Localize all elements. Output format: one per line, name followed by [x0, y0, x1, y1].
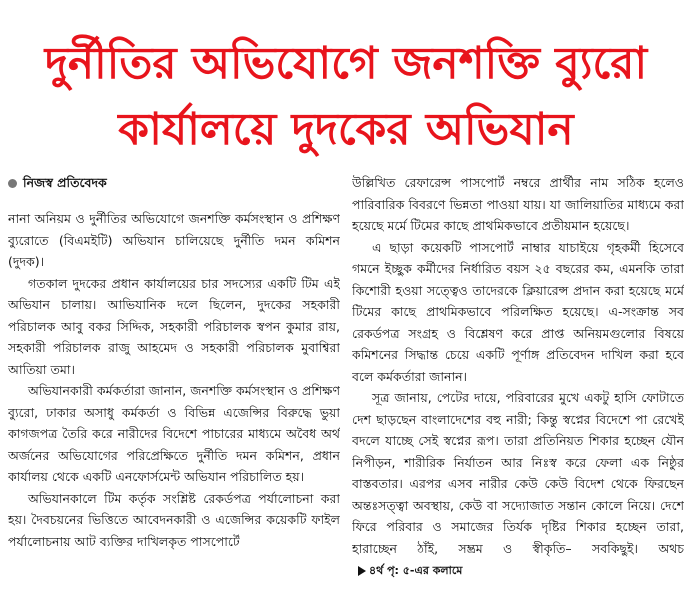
continued-marker	[352, 564, 462, 577]
arrow-right-icon	[358, 566, 366, 576]
paragraph	[352, 387, 684, 582]
article-body	[8, 172, 684, 604]
byline	[8, 172, 340, 194]
paragraph: উল্লিখিত রেফারেন্স পাসপোর্ট নম্বরে প্রার্থীর নাম সঠিক হলেও পারিবারিক বিবরণে ভিন্নতা পাওয়া যায়। যা জালিয়াতির মাধ্যমে করা হয়েছে মর্মে টিমের কাছে প্রাথমিকভাবে প্রতীয়মান হয়েছে।	[352, 175, 684, 233]
continued-text: ৪র্থ পৃ: ৫-এর কলামে	[369, 564, 463, 577]
paragraph: অভিযানকালে টিম কর্তৃক সংশ্লিষ্ট রেকর্ডপত্র পর্যালোচনা করা হয়। দৈবচয়নের ভিত্তিতে আবেদনকারী ও এজেন্সির কয়েকটি ফাইল পর্যালোচনায় আট ব্যক্তির দাখিলকৃত পাসপোর্টে	[8, 490, 340, 549]
paragraph: গতকাল দুদকের প্রধান কার্যালয়ের চার সদস্যের একটি টিম এই অভিযান চালায়। আভিযানিক দলে ছিলেন, দুদকের সহকারী পরিচালক আবু বকর সিদ্দিক, সহকারী পরিচালক স্বপন কুমার রায়, সহকারী পরিচালক রাজু আহমেদ ও সহকারী পরিচালক মুবাশ্বিরা আতিয়া তমা।	[8, 275, 340, 377]
paragraph: অভিযানকারী কর্মকর্তারা জানান, জনশক্তি কর্মসংস্থান ও প্রশিক্ষণ ব্যুরো, ঢাকার অসাধু কর্মকর্তা ও বিভিন্ন এজেন্সির বিরুদ্ধে ভুয়া কাগজপত্র তৈরি করে নারীদের বিদেশে পাচারের মাধ্যমে অবৈধ অর্থ অর্জনের অভিযোগের পরিপ্রেক্ষিতে দুর্নীতি দমন কমিশন, প্রধান কার্যালয় থেকে একটি এনফোর্সমেন্ট অভিযান পরিচালিত হয়।	[8, 383, 340, 484]
headline-line-1: দুর্নীতির অভিযোগে জনশক্তি ব্যুরো	[44, 38, 648, 90]
bullet-icon	[8, 179, 17, 188]
byline-text: নিজস্ব প্রতিবেদক	[23, 175, 107, 190]
left-column	[8, 172, 340, 604]
headline-line-2: কার্যালয়ে দুদকের অভিযান	[118, 104, 574, 156]
headline	[0, 31, 692, 163]
paragraph: নানা অনিয়ম ও দুর্নীতির অভিযোগে জনশক্তি কর্মসংস্থান ও প্রশিক্ষণ ব্যুরোতে (বিএমইটি) অভিযান চালিয়েছে দুর্নীতি দমন কমিশন (দুদক)।	[8, 211, 340, 269]
right-column	[352, 172, 684, 604]
paragraph-text: সূত্র জানায়, পেটের দায়ে, পরিবারের মুখে একটু হাসি ফোটাতে দেশ ছাড়ছেন বাংলাদেশের বহু নারী; কিন্তু স্বপ্নের বিদেশে পা রেখেই বদলে যাচ্ছে সেই স্বপ্নের রূপ। তারা প্রতিনিয়ত শিকার হচ্ছেন যৌন নিপীড়ন, শারীরিক নির্যাতন আর নিঃস্ব করে ফেলা এক নিষ্ঠুর বাস্তবতার। এরপর এসব নারীর কেউ কেউ বিদেশ থেকে ফিরছেন অন্তঃসত্ত্বা অবস্থায়, কেউ বা সদ্যোজাত সন্তান কোলে নিয়ে। দেশে ফিরে পরিবার ও সমাজের তির্যক দৃষ্টির শিকার হচ্ছেন তারা, হারাচ্ছেন ঠাঁই, সম্ভ্রম ও স্বীকৃতি– সবকিছুই। অথচ	[352, 390, 684, 556]
paragraph: এ ছাড়া কয়েকটি পাসপোর্ট নাম্বার যাচাইয়ে গৃহকর্মী হিসেবে গমনে ইচ্ছুক কর্মীদের নির্ধারিত বয়স ২৫ বছরের কম, এমনকি তারা কিশোরী হওয়া সত্ত্বেও তাদেরকে ক্লিয়ারেন্স প্রদান করা হয়েছে মর্মে টিমের কাছে প্রাথমিকভাবে পরিলক্ষিত হয়েছে। এ-সংক্রান্ত সব রেকর্ডপত্র সংগ্রহ ও বিশ্লেষণ করে প্রাপ্ত অনিয়মগুলোর বিষয়ে কমিশনের সিদ্ধান্ত চেয়ে একটি পূর্ণাঙ্গ প্রতিবেদন দাখিল করা হবে বলে কর্মকর্তারা জানান।	[352, 239, 684, 384]
